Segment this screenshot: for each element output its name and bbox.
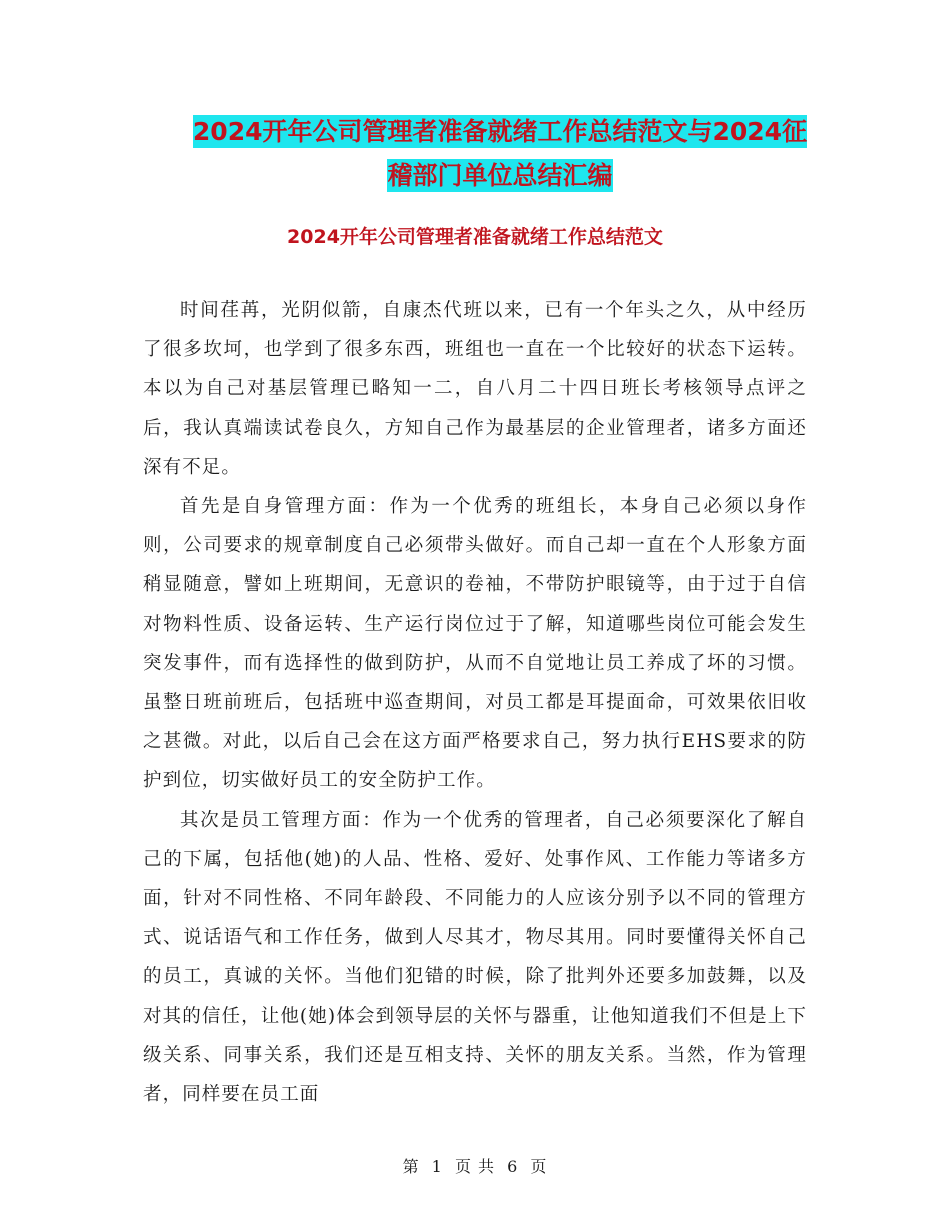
section-title: 2024开年公司管理者准备就绪工作总结范文: [287, 226, 663, 248]
footer-label-post: 页: [530, 1157, 548, 1176]
footer-label-pre: 第: [402, 1157, 420, 1176]
footer-label-mid: 页 共: [454, 1157, 496, 1176]
paragraph-3: 其次是员工管理方面：作为一个优秀的管理者，自己必须要深化了解自己的下属，包括他(她)的人品、性格、爱好、处事作风、工作能力等诸多方面，针对不同性格、不同年龄段、不同能力的人应该分别予以不同的管理方式、说话语气和工作任务，做到人尽其才，物尽其用。同时要懂得关怀自己的员工，真诚的关怀。当他们犯错的时候，除了批判外还要多加鼓舞，以及对其的信任，让他(她)体会到领导层的关怀与器重，让他知道我们不但是上下级关系、同事关系，我们还是互相支持、关怀的朋友关系。当然，作为管理者，同样要在员工面: [143, 809, 807, 1106]
page-number: 1: [431, 1157, 443, 1176]
document-title: [120, 110, 880, 198]
document-body: [143, 291, 807, 1114]
page-footer: [0, 1154, 950, 1177]
paragraph-2: 首先是自身管理方面：作为一个优秀的班组长，本身自己必须以身作则，公司要求的规章制度自己必须带头做好。而自己却一直在个人形象方面稍显随意，譬如上班期间，无意识的卷袖，不带防护眼镜等，由于过于自信对物料性质、设备运转、生产运行岗位过于了解，知道哪些岗位可能会发生突发事件，而有选择性的做到防护，从而不自觉地让员工养成了坏的习惯。虽整日班前班后，包括班中巡查期间，对员工都是耳提面命，可效果依旧收之甚微。对此，以后自己会在这方面严格要求自己，努力执行EHS要求的防护到位，切实做好员工的安全防护工作。: [143, 496, 807, 792]
paragraph-1: 时间荏苒，光阴似箭，自康杰代班以来，已有一个年头之久，从中经历了很多坎坷，也学到了很多东西，班组也一直在一个比较好的状态下运转。本以为自己对基层管理已略知一二，自八月二十四日班长考核领导点评之后，我认真端读试卷良久，方知自己作为最基层的企业管理者，诸多方面还深有不足。: [143, 300, 807, 478]
title-line-1: 2024开年公司管理者准备就绪工作总结范文与2024征: [192, 117, 808, 146]
page-total: 6: [507, 1157, 519, 1176]
title-line-2: 稽部门单位总结汇编: [387, 161, 613, 190]
